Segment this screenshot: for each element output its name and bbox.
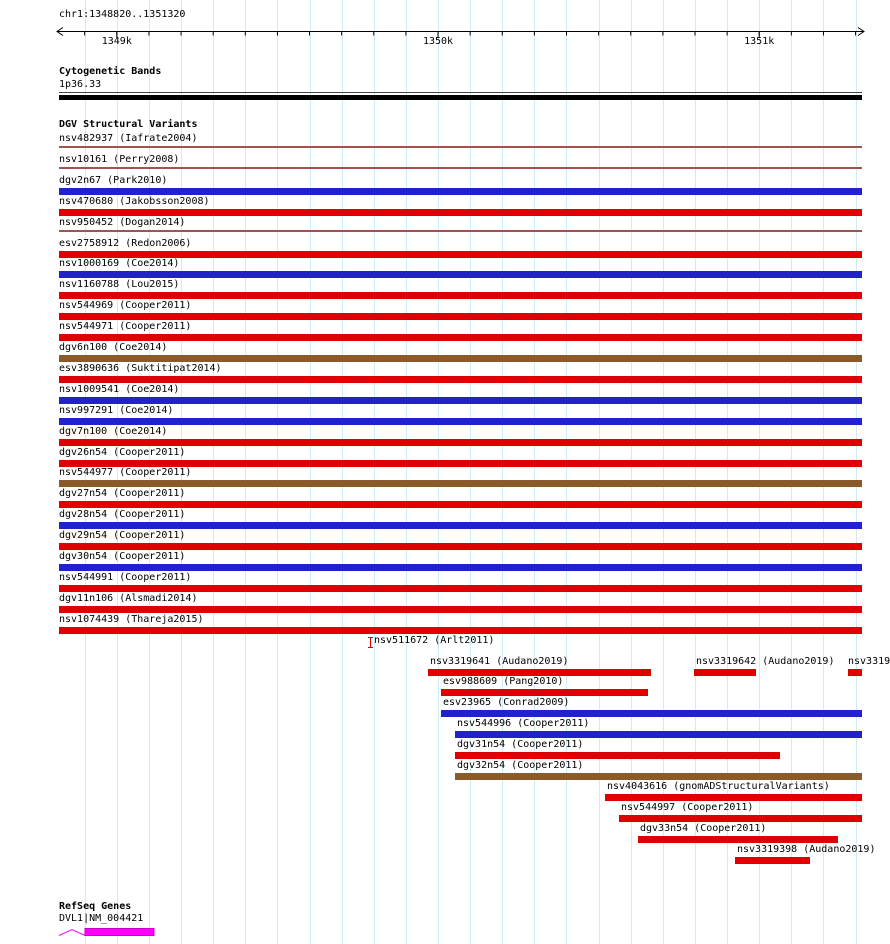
variant-bar[interactable] [59, 439, 862, 446]
tick-label: 1351k [744, 36, 775, 47]
grid-line [566, 0, 567, 944]
variant-bar[interactable] [59, 146, 862, 148]
variant-label[interactable]: nsv482937 (Iafrate2004) [59, 133, 198, 144]
variant-bar[interactable] [441, 710, 862, 717]
variant-bar[interactable] [59, 334, 862, 341]
variant-bar[interactable] [59, 522, 862, 529]
variant-label[interactable]: nsv544969 (Cooper2011) [59, 300, 192, 312]
grid-line [342, 0, 343, 944]
grid-line [856, 0, 857, 944]
grid-line [534, 0, 535, 944]
variant-label[interactable]: nsv511672 (Arlt2011) [374, 634, 495, 646]
variant-label[interactable]: dgv6n100 (Coe2014) [59, 342, 168, 353]
grid-line [823, 0, 824, 944]
grid-line [599, 0, 600, 944]
variant-label[interactable]: nsv544997 (Cooper2011) [621, 801, 754, 813]
variant-label[interactable]: dgv7n100 (Coe2014) [59, 425, 168, 437]
variant-label[interactable]: dgv11n106 (Alsmadi2014) [59, 592, 198, 604]
variant-bar[interactable] [59, 627, 862, 634]
region-label: chr1:1348820..1351320 [59, 9, 186, 20]
variant-bar[interactable] [59, 418, 862, 425]
variant-label[interactable]: dgv26n54 (Cooper2011) [59, 446, 186, 458]
variant-bar[interactable] [59, 251, 862, 258]
variant-label[interactable]: nsv1074439 (Thareja2015) [59, 613, 204, 625]
variant-label[interactable]: esv23965 (Conrad2009) [443, 697, 570, 709]
cytoband-label[interactable]: 1p36.33 [59, 79, 102, 90]
variant-label[interactable]: dgv29n54 (Cooper2011) [59, 530, 186, 542]
tick-label: 1350k [422, 36, 454, 47]
variant-label[interactable]: nsv3319642 (Audano2019) [696, 655, 835, 667]
variant-bar[interactable] [59, 543, 862, 550]
variant-bar[interactable] [59, 376, 862, 383]
variant-label[interactable]: dgv2n67 (Park2010) [59, 174, 168, 186]
cytobands-section-title: Cytogenetic Bands [59, 66, 162, 77]
variant-label[interactable]: nsv3319398 (Audano2019) [737, 843, 876, 855]
variant-bar[interactable] [848, 669, 862, 676]
variant-bar[interactable] [59, 460, 862, 467]
variant-bar[interactable] [605, 794, 862, 801]
variant-bar[interactable] [455, 773, 862, 780]
variant-bar[interactable] [59, 209, 862, 216]
exon-box [85, 929, 154, 936]
variant-bar[interactable] [59, 313, 862, 320]
variant-bar[interactable] [59, 188, 862, 195]
variant-bar[interactable] [428, 669, 651, 676]
variant-bar[interactable] [455, 731, 862, 738]
grid-line [245, 0, 246, 944]
variant-label[interactable]: dgv33n54 (Cooper2011) [640, 822, 767, 834]
variant-label[interactable]: nsv950452 (Dogan2014) [59, 216, 186, 228]
variant-bar[interactable] [59, 230, 862, 232]
variant-bar[interactable] [694, 669, 756, 676]
variant-bar[interactable] [441, 689, 648, 696]
variant-label[interactable]: nsv1000169 (Coe2014) [59, 258, 180, 270]
variant-label[interactable]: nsv10161 (Perry2008) [59, 153, 180, 165]
variant-label[interactable]: esv3890636 (Suktitipat2014) [59, 362, 222, 374]
gene-glyph[interactable] [0, 926, 890, 940]
variant-label[interactable]: dgv28n54 (Cooper2011) [59, 509, 186, 521]
variant-label[interactable]: nsv4043616 (gnomADStructuralVariants) [607, 780, 830, 792]
variant-label[interactable]: nsv1160788 (Lou2015) [59, 279, 180, 291]
grid-line [791, 0, 792, 944]
variant-label[interactable]: nsv544991 (Cooper2011) [59, 571, 192, 583]
grid-line [406, 0, 407, 944]
variant-bar[interactable] [59, 585, 862, 592]
variant-label[interactable]: nsv470680 (Jakobsson2008) [59, 195, 210, 207]
variant-bar[interactable] [59, 397, 862, 404]
variant-label[interactable]: nsv3319641 (Audano2019) [430, 655, 569, 667]
variant-bar[interactable] [59, 167, 862, 169]
variant-label[interactable]: esv2758912 (Redon2006) [59, 237, 192, 249]
variant-bar[interactable] [59, 271, 862, 278]
variant-bar[interactable] [619, 815, 862, 822]
grid-line [438, 0, 439, 944]
variant-bar[interactable] [59, 480, 862, 487]
variant-bar[interactable] [59, 606, 862, 613]
grid-line [310, 0, 311, 944]
tick-label: 1349k [101, 36, 132, 47]
variant-bar[interactable] [59, 501, 862, 508]
variant-label[interactable]: nsv544977 (Cooper2011) [59, 467, 192, 479]
grid-line [502, 0, 503, 944]
dgv-section-title: DGV Structural Variants [59, 119, 198, 130]
variant-bar[interactable] [735, 857, 810, 864]
grid-line [759, 0, 760, 944]
grid-line [374, 0, 375, 944]
grid-line [470, 0, 471, 944]
intron-line [59, 930, 85, 936]
gene-label[interactable]: DVL1|NM_004421 [59, 913, 144, 924]
variant-label[interactable]: dgv30n54 (Cooper2011) [59, 551, 186, 562]
variant-label[interactable]: nsv3319 [848, 655, 890, 667]
variant-label[interactable]: nsv544971 (Cooper2011) [59, 321, 192, 333]
refseq-section-title: RefSeq Genes [59, 901, 132, 912]
variant-label[interactable]: dgv32n54 (Cooper2011) [457, 760, 584, 771]
grid-line [277, 0, 278, 944]
variant-bar[interactable] [59, 564, 862, 571]
variant-bar[interactable] [638, 836, 838, 843]
variant-bar[interactable] [455, 752, 780, 759]
grid-line [213, 0, 214, 944]
variant-label[interactable]: nsv544996 (Cooper2011) [457, 718, 590, 730]
cytoband-bar[interactable] [59, 95, 862, 100]
variant-label[interactable]: nsv997291 (Coe2014) [59, 404, 174, 416]
variant-label[interactable]: esv988609 (Pang2010) [443, 676, 564, 688]
variant-label[interactable]: dgv31n54 (Cooper2011) [457, 739, 584, 751]
variant-bar[interactable] [59, 355, 862, 362]
variant-bar[interactable] [59, 292, 862, 299]
variant-point-glyph[interactable] [368, 637, 373, 648]
variant-label[interactable]: nsv1009541 (Coe2014) [59, 383, 180, 395]
track-divider [59, 92, 862, 93]
variant-label[interactable]: dgv27n54 (Cooper2011) [59, 488, 186, 500]
